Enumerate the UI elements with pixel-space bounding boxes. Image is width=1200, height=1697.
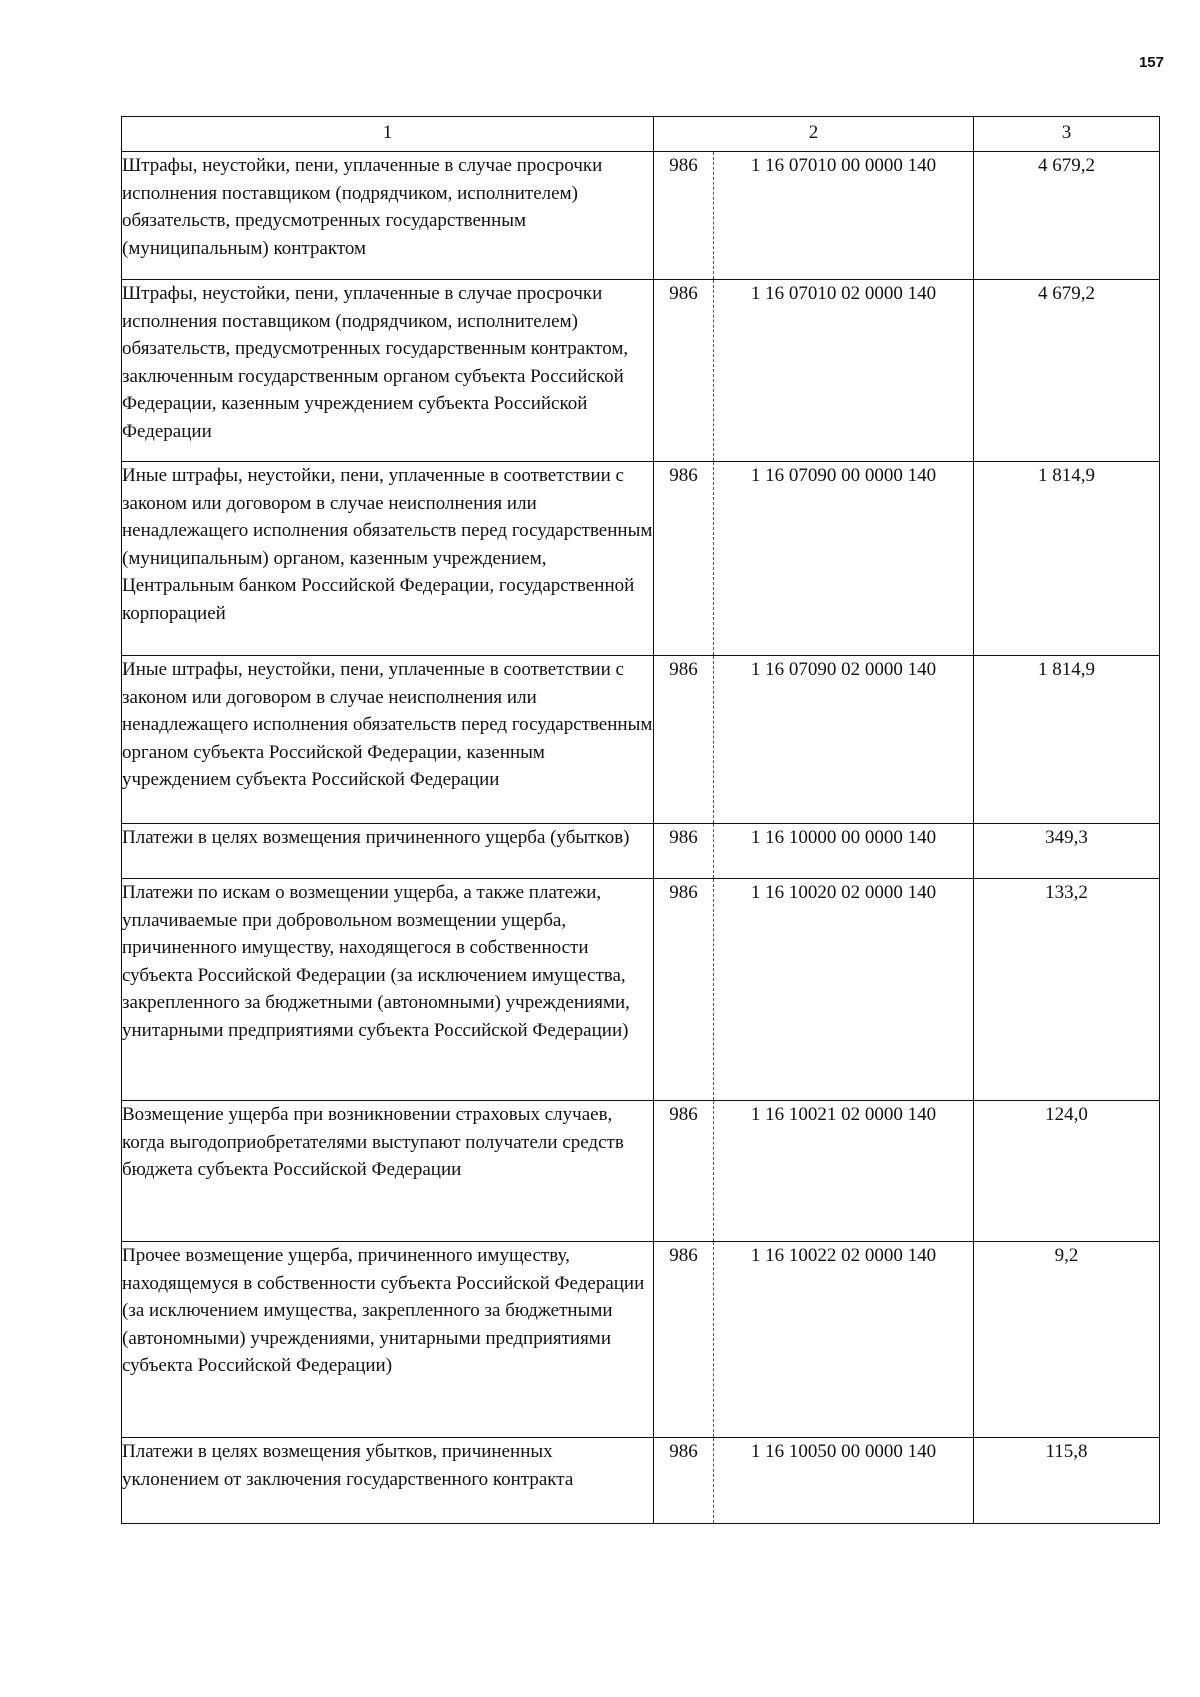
table-row (122, 152, 1160, 280)
row-name: Штрафы, неустойки, пени, уплаченные в случае просрочки исполнения поставщиком (подрядчиком, исполнителем) обязательств, предусмотренных государственным контрактом, заключенным государственным органом субъекта Российской Федерации, казенным учреждением субъекта Российской Федерации (122, 280, 654, 462)
row-name: Штрафы, неустойки, пени, уплаченные в случае просрочки исполнения поставщиком (подрядчиком, исполнителем) обязательств, предусмотренных государственным (муниципальным) контрактом (122, 152, 654, 280)
row-admin-code: 986 (654, 280, 714, 462)
table-row (122, 824, 1160, 879)
page-number: 157 (1138, 54, 1164, 71)
row-name: Иные штрафы, неустойки, пени, уплаченные в соответствии с законом или договором в случае неисполнения или ненадлежащего исполнения обязательств перед государственным органом субъекта Российской Федерации, казенным учреждением субъекта Российской Федерации (122, 656, 654, 824)
row-name: Возмещение ущерба при возникновении страховых случаев, когда выгодоприобретателями выступают получатели средств бюджета субъекта Российской Федерации (122, 1101, 654, 1242)
table-row (122, 462, 1160, 656)
row-admin-code: 986 (654, 1242, 714, 1438)
row-budget-code: 1 16 07090 02 0000 140 (714, 656, 974, 824)
row-budget-code: 1 16 10020 02 0000 140 (714, 879, 974, 1101)
row-name: Платежи по искам о возмещении ущерба, а также платежи, уплачиваемые при добровольном возмещении ущерба, причиненного имуществу, находящегося в собственности субъекта Российской Федерации (за исключением имущества, закрепленного за бюджетными (автономными) учреждениями, унитарными предприятиями субъекта Российской Федерации) (122, 879, 654, 1101)
row-amount: 115,8 (974, 1438, 1160, 1524)
row-budget-code: 1 16 07010 00 0000 140 (714, 152, 974, 280)
row-budget-code: 1 16 10000 00 0000 140 (714, 824, 974, 879)
table-row (122, 280, 1160, 462)
row-amount: 349,3 (974, 824, 1160, 879)
row-amount: 4 679,2 (974, 280, 1160, 462)
header-col-3: 3 (974, 117, 1160, 152)
row-budget-code: 1 16 10050 00 0000 140 (714, 1438, 974, 1524)
row-amount: 124,0 (974, 1101, 1160, 1242)
header-col-1: 1 (122, 117, 654, 152)
row-budget-code: 1 16 07010 02 0000 140 (714, 280, 974, 462)
row-admin-code: 986 (654, 656, 714, 824)
header-col-2: 2 (654, 117, 974, 152)
row-budget-code: 1 16 07090 00 0000 140 (714, 462, 974, 656)
row-name: Платежи в целях возмещения причиненного ущерба (убытков) (122, 824, 654, 879)
row-admin-code: 986 (654, 879, 714, 1101)
row-amount: 9,2 (974, 1242, 1160, 1438)
row-admin-code: 986 (654, 1101, 714, 1242)
table-row (122, 656, 1160, 824)
row-admin-code: 986 (654, 1438, 714, 1524)
budget-revenue-table (121, 116, 1160, 1524)
row-name: Прочее возмещение ущерба, причиненного имуществу, находящемуся в собственности субъекта Российской Федерации (за исключением имущества, закрепленного за бюджетными (автономными) учреждениями, унитарными предприятиями субъекта Российской Федерации) (122, 1242, 654, 1438)
table-row (122, 879, 1160, 1101)
row-amount: 1 814,9 (974, 462, 1160, 656)
table-header-row (122, 117, 1160, 152)
table-row (122, 1101, 1160, 1242)
row-name: Иные штрафы, неустойки, пени, уплаченные в соответствии с законом или договором в случае неисполнения или ненадлежащего исполнения обязательств перед государственным (муниципальным) органом, казенным учреждением, Центральным банком Российской Федерации, государственной корпорацией (122, 462, 654, 656)
row-budget-code: 1 16 10021 02 0000 140 (714, 1101, 974, 1242)
row-admin-code: 986 (654, 462, 714, 656)
row-amount: 1 814,9 (974, 656, 1160, 824)
row-admin-code: 986 (654, 152, 714, 280)
table-row (122, 1242, 1160, 1438)
row-admin-code: 986 (654, 824, 714, 879)
row-budget-code: 1 16 10022 02 0000 140 (714, 1242, 974, 1438)
row-name: Платежи в целях возмещения убытков, причиненных уклонением от заключения государственного контракта (122, 1438, 654, 1524)
table-row (122, 1438, 1160, 1524)
row-amount: 133,2 (974, 879, 1160, 1101)
row-amount: 4 679,2 (974, 152, 1160, 280)
